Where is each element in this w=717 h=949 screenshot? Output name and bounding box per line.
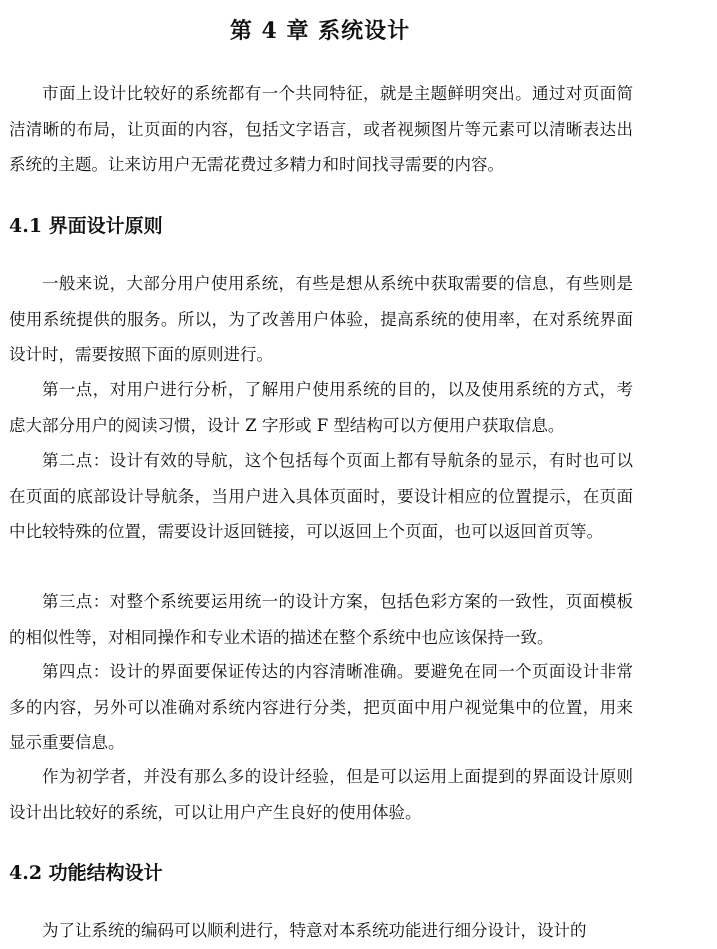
paragraph-4-1-3: 第二点：设计有效的导航，这个包括每个页面上都有导航条的显示，有时也可以在页面的底部设计导航条，当用户进入具体页面时，要设计相应的位置提示，在页面中比较特殊的位置，需要设计返回链接，可以返回上个页面，也可以返回首页等。 (9, 451, 633, 541)
chapter-title: 第 4 章 系统设计 (229, 18, 411, 44)
paragraph-4-2-1: 为了让系统的编码可以顺利进行，特意对本系统功能进行细分设计，设计的 (42, 921, 587, 940)
section-heading-4-2: 4.2 功能结构设计 (9, 862, 163, 884)
paragraph-4-1-5: 第四点：设计的界面要保证传达的内容清晰准确。要避免在同一个页面设计非常多的内容，另外可以准确对系统内容进行分类，把页面中用户视觉集中的位置，用来显示重要信息。 (9, 662, 633, 752)
section-heading-4-1: 4.1 界面设计原则 (9, 215, 163, 237)
paragraph-4-1-6: 作为初学者，并没有那么多的设计经验，但是可以运用上面提到的界面设计原则设计出比较好的系统，可以让用户产生良好的使用体验。 (9, 767, 633, 822)
paragraph-4-1-1: 一般来说，大部分用户使用系统，有些是想从系统中获取需要的信息，有些则是使用系统提供的服务。所以，为了改善用户体验，提高系统的使用率，在对系统界面设计时，需要按照下面的原则进行。 (9, 274, 633, 364)
paragraph-4-1-4: 第三点：对整个系统要运用统一的设计方案，包括色彩方案的一致性，页面模板的相似性等，对相同操作和专业术语的描述在整个系统中也应该保持一致。 (9, 592, 633, 647)
paragraph-4-1-2: 第一点，对用户进行分析，了解用户使用系统的目的，以及使用系统的方式，考虑大部分用户的阅读习惯，设计 Z 字形或 F 型结构可以方便用户获取信息。 (9, 380, 633, 435)
intro-paragraph: 市面上设计比较好的系统都有一个共同特征，就是主题鲜明突出。通过对页面简洁清晰的布局，让页面的内容，包括文字语言，或者视频图片等元素可以清晰表达出系统的主题。让来访用户无需花费过多精力和时间找寻需要的内容。 (9, 84, 633, 174)
